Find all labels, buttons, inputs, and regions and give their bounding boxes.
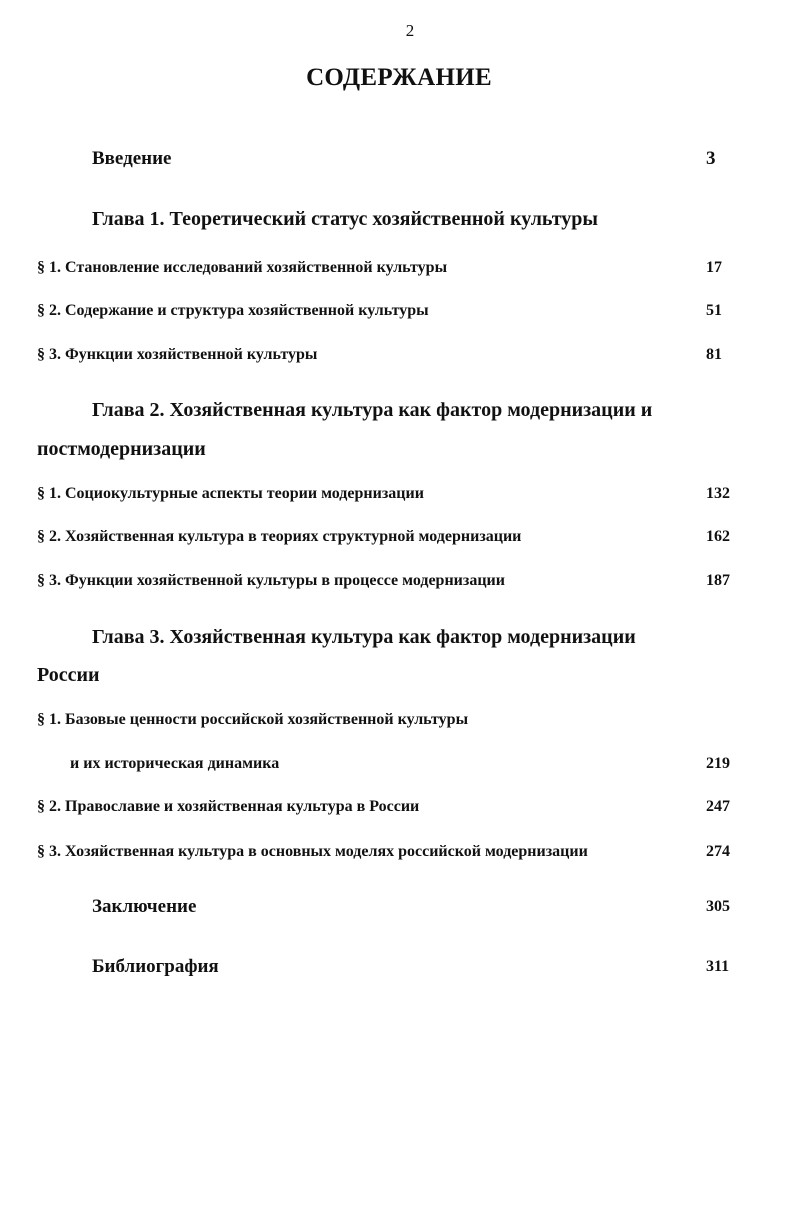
toc-bibliography-page: 311 — [706, 958, 730, 975]
toc-intro-page: 3 — [706, 148, 716, 169]
toc-section-page: 162 — [706, 528, 730, 545]
page-number: 2 — [405, 21, 415, 40]
chapter-2-title-cont: постмодернизации — [37, 438, 206, 460]
page-title: СОДЕРЖАНИЕ — [306, 64, 492, 91]
toc-section-page: 132 — [706, 485, 730, 502]
chapter-3-title: Глава 3. Хозяйственная культура как фактор модернизации — [92, 626, 636, 648]
toc-conclusion-label: Заключение — [92, 896, 197, 917]
toc-section: § 1. Социокультурные аспекты теории модернизации — [37, 485, 424, 502]
chapter-1-title: Глава 1. Теоретический статус хозяйственной культуры — [92, 208, 599, 230]
toc-section: § 1. Базовые ценности российской хозяйственной культуры — [37, 711, 469, 728]
toc-section-page: 187 — [706, 572, 730, 589]
toc-section: § 2. Содержание и структура хозяйственной культуры — [37, 302, 429, 319]
toc-section-page: 81 — [706, 346, 722, 363]
toc-section-cont: и их историческая динамика — [70, 755, 280, 772]
toc-section-page: 51 — [706, 302, 722, 319]
toc-conclusion-page: 305 — [706, 898, 730, 915]
toc-bibliography-label: Библиография — [92, 956, 219, 977]
toc-section-page: 247 — [706, 798, 730, 815]
chapter-3-title-cont: России — [37, 664, 100, 686]
chapter-2-title: Глава 2. Хозяйственная культура как фактор модернизации и — [92, 399, 653, 421]
toc-section-page: 219 — [706, 755, 730, 772]
toc-section: § 3. Хозяйственная культура в основных моделях российской модернизации — [37, 843, 588, 860]
toc-section-page: 17 — [706, 259, 722, 276]
toc-section: § 3. Функции хозяйственной культуры — [37, 346, 318, 363]
toc-section: § 2. Православие и хозяйственная культура в России — [37, 798, 420, 815]
toc-section: § 3. Функции хозяйственной культуры в процессе модернизации — [37, 572, 505, 589]
toc-section: § 2. Хозяйственная культура в теориях структурной модернизации — [37, 528, 522, 545]
toc-section: § 1. Становление исследований хозяйственной культуры — [37, 259, 448, 276]
toc-intro-label: Введение — [92, 148, 172, 169]
toc-section-page: 274 — [706, 843, 730, 860]
